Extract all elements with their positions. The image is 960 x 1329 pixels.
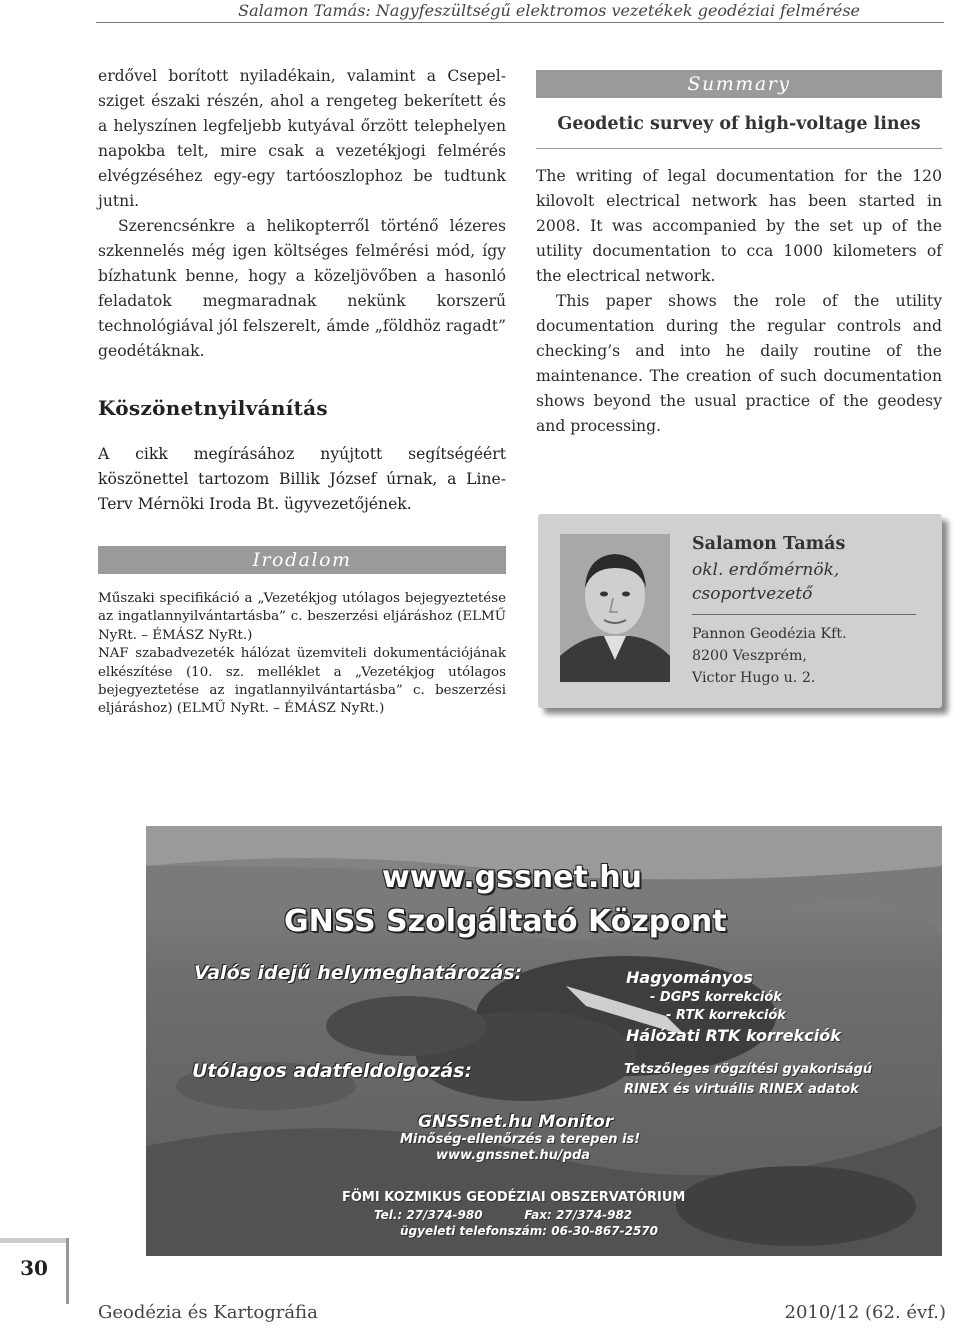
ad-headline: GNSS Szolgáltató Központ xyxy=(284,904,727,939)
ad-url: www.gssnet.hu xyxy=(382,860,642,895)
ad-phone-fax: Tel.: 27/374-980 Fax: 27/374-982 xyxy=(374,1208,633,1222)
ad-rtk: - RTK korrekciók xyxy=(666,1008,786,1023)
ad-quality: Minőség-ellenőrzés a terepen is! xyxy=(400,1132,641,1147)
page-number: 30 xyxy=(20,1256,48,1280)
author-role: csoportvezető xyxy=(692,584,813,604)
ad-monitor: GNSSnet.hu Monitor xyxy=(418,1112,614,1132)
author-name: Salamon Tamás xyxy=(692,534,846,554)
author-address-line: Victor Hugo u. 2. xyxy=(692,670,816,686)
author-rule xyxy=(692,614,916,615)
summary-heading: Summary xyxy=(536,70,942,98)
page-number-bar xyxy=(0,1238,68,1243)
summary-rule xyxy=(536,148,942,149)
ad-rinex-line1: Tetszőleges rögzítési gyakoriságú xyxy=(624,1062,873,1077)
body-paragraph: Szerencsénkre a helikopterről történő lézeres szkennelés még igen költséges felmérési mód, így bízhatunk benne, hogy a közeljövőben a hasonló feladatok megmaradnak nekünk korszerű technológiával jól felszerelt, ámde „földhöz ragadt” geodétáknak. xyxy=(98,217,506,360)
journal-name: Geodézia és Kartográfia xyxy=(98,1302,318,1323)
ad-rinex-line2: RINEX és virtuális RINEX adatok xyxy=(624,1082,859,1097)
author-photo xyxy=(560,534,670,682)
issue-info: 2010/12 (62. évf.) xyxy=(784,1302,946,1323)
ad-pda: www.gnssnet.hu/pda xyxy=(436,1148,591,1163)
summary-title: Geodetic survey of high-voltage lines xyxy=(557,114,921,134)
ad-realtime: Valós idejű helymeghatározás: xyxy=(194,962,523,984)
advertisement xyxy=(146,826,942,1256)
ad-duty-phone: ügyeleti telefonszám: 06-30-867-2570 xyxy=(400,1224,658,1238)
ad-traditional: Hagyományos xyxy=(626,968,753,987)
header-rule xyxy=(96,22,944,23)
author-title: okl. erdőmérnök, xyxy=(692,560,840,580)
acknowledgement-text: A cikk megírásához nyújtott segítségéért köszönettel tartozom Billik József úrnak, a Line-Terv Mérnöki Iroda Bt. ügyvezetőjének. xyxy=(98,445,506,513)
body-paragraph: erdővel borított nyiladékain, valamint a Csepel-sziget északi részén, ahol a rengeteg bekerített és a helyszínen legfeljebb kutyával őrzött telephelyen napokba telt, mire csak a vezetékjogi felmérés elvégzéséhez egy-egy tartóoszlophoz be tudtunk jutni. xyxy=(98,67,506,210)
ad-observatory: FÖMI KOZMIKUS GEODÉZIAI OBSZERVATÓRIUM xyxy=(342,1190,686,1205)
left-column xyxy=(98,64,506,364)
summary-paragraph: This paper shows the role of the utility documentation during the regular controls and checking’s and into he daily routine of the maintenance. The creation of such documentation shows beyond the usual practice of the geodesy and processing. xyxy=(536,292,942,435)
references-heading: Irodalom xyxy=(98,546,506,574)
reference-item: NAF szabadvezeték hálózat üzemviteli dokumentációjának elkészítése (10. sz. melléklet a „Vezetékjog utólagos bejegyeztetése az ingatlannyilvántartásba” c. beszerzési eljáráshoz) (ELMŰ NyRt. – ÉMÁSZ NyRt.) xyxy=(98,646,506,717)
acknowledgement-heading: Köszönetnyilvánítás xyxy=(98,396,328,420)
running-head: Salamon Tamás: Nagyfeszültségű elektromos vezetékek geodéziai felmérése xyxy=(238,1,860,20)
ad-dgps: - DGPS korrekciók xyxy=(650,990,782,1005)
ad-network-rtk: Hálózati RTK korrekciók xyxy=(626,1026,841,1045)
references-list xyxy=(98,590,506,719)
summary-text xyxy=(536,164,942,439)
summary-paragraph: The writing of legal documentation for the 120 kilovolt electrical network has been started in 2008. It was accompanied by the set up of the utility documentation to cca 1000 kilometers of the electrical network. xyxy=(536,167,942,285)
ad-postprocessing: Utólagos adatfeldolgozás: xyxy=(192,1060,473,1082)
author-address-line: 8200 Veszprém, xyxy=(692,648,807,664)
author-address-line: Pannon Geodézia Kft. xyxy=(692,626,847,642)
reference-item: Műszaki specifikáció a „Vezetékjog utólagos bejegyeztetése az ingatlannyilvántartásba” c. beszerzési eljáráshoz (ELMŰ NyRt. – ÉMÁSZ NyRt.) xyxy=(98,591,506,643)
portrait-image xyxy=(560,534,670,682)
